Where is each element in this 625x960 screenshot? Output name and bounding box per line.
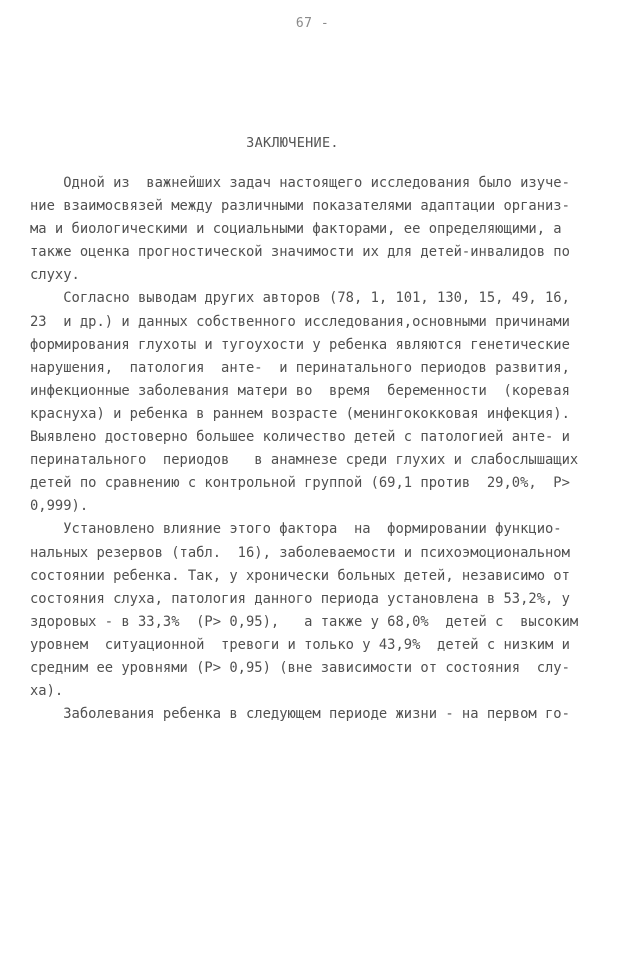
text-line: ма и биологическими и социальными факторами, ее определяющими, а <box>30 221 562 238</box>
text-line: формирования глухоты и тугоухости у ребенка являются генетические <box>30 336 570 353</box>
text-line: Одной из важнейших задач настоящего исследования было изуче- <box>30 175 570 191</box>
text-line: 23 и др.) и данных собственного исследования,основными причинами <box>30 313 570 330</box>
text-line: нарушения, патология анте- и перинатального периодов развития, <box>30 359 570 376</box>
text-line: состояния слуха, патология данного периода установлена в 53,2%, у <box>30 590 570 607</box>
text-line: состоянии ребенка. Так, у хронически больных детей, независимо от <box>30 567 570 584</box>
body-text <box>30 172 610 726</box>
text-line: также оценка прогностической значимости их для детей-инвалидов по <box>30 244 570 261</box>
text-line: инфекционные заболевания матери во время беременности (коревая <box>30 382 570 399</box>
text-line: Заболевания ребенка в следующем периоде жизни - на первом го- <box>30 706 570 723</box>
text-line: нальных резервов (табл. 16), заболеваемости и психоэмоциональном <box>30 544 570 561</box>
text-line: ха). <box>30 683 64 700</box>
text-line: Установлено влияние этого фактора на формировании функцио- <box>30 521 562 538</box>
text-line: ние взаимосвязей между различными показателями адаптации организ- <box>30 198 570 215</box>
text-line: уровнем ситуационной тревоги и только у 43,9% детей с низким и <box>30 636 570 653</box>
page-number: 67 - <box>295 16 330 31</box>
section-heading: ЗАКЛЮЧЕНИЕ. <box>246 135 339 151</box>
text-line: здоровых - в 33,3% (P> 0,95), а также у 68,0% детей с высоким <box>30 613 579 630</box>
text-line: краснуха) и ребенка в раннем возрасте (менингококковая инфекция). <box>30 405 570 422</box>
text-line: слуху. <box>30 267 80 284</box>
text-line: средним ее уровнями (P> 0,95) (вне зависимости от состояния слу- <box>30 659 570 676</box>
text-line: перинатального периодов в анамнезе среди глухих и слабослышащих <box>30 452 579 469</box>
text-line: Согласно выводам других авторов (78, 1, 101, 130, 15, 49, 16, <box>30 290 570 307</box>
text-line: Выявлено достоверно большее количество детей с патологией анте- и <box>30 429 570 446</box>
text-line: 0,999). <box>30 498 89 515</box>
text-line: детей по сравнению с контрольной группой (69,1 против 29,0%, P> <box>30 475 570 492</box>
